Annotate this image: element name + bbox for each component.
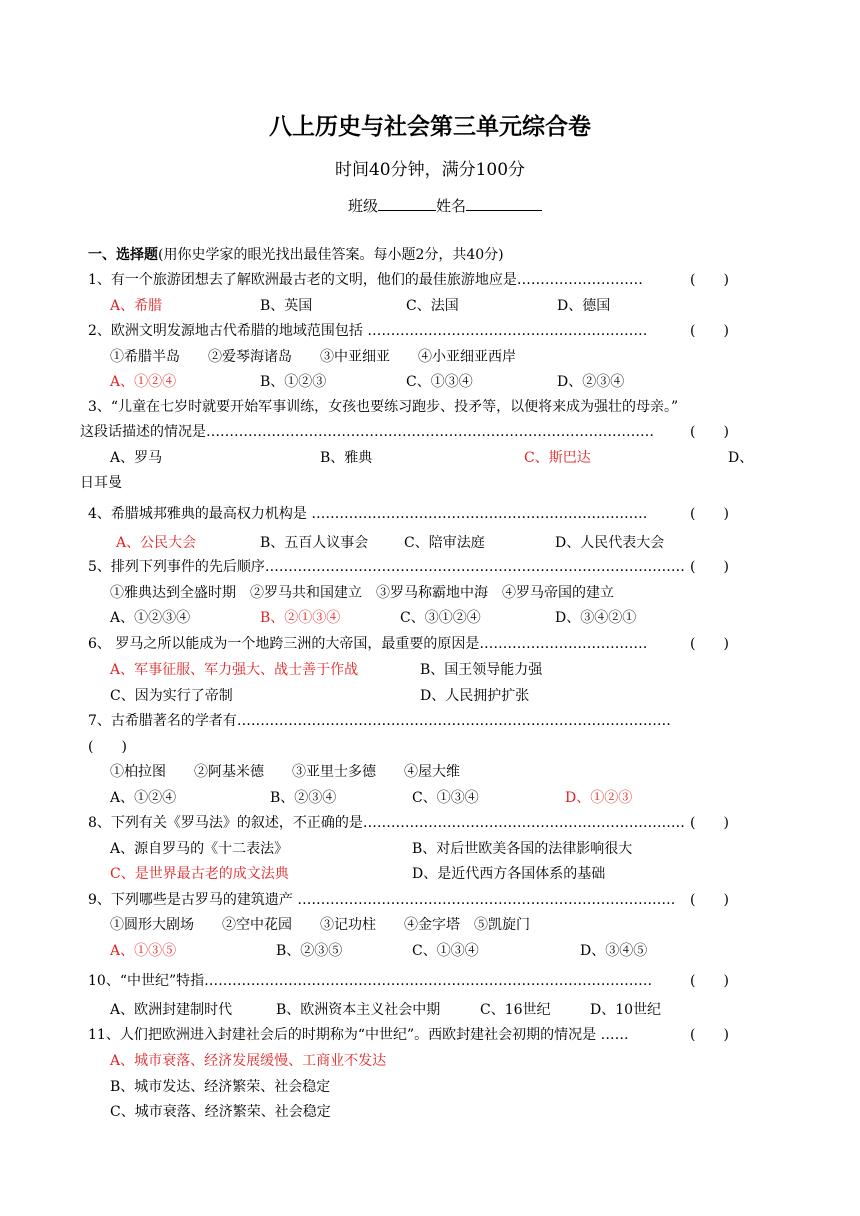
q10-option-b[interactable]: B、欧洲资本主义社会中期	[276, 1002, 441, 1018]
q3-option-d[interactable]: D、	[728, 450, 754, 466]
q2-option-d[interactable]: D、②③④	[557, 374, 625, 390]
answer-paren[interactable]: ( )	[690, 1027, 729, 1043]
q5-option-d[interactable]: D、③④②①	[555, 610, 637, 626]
q2-option-c[interactable]: C、①③④	[406, 374, 473, 390]
question-9-stem: 9、下列哪些是古罗马的建筑遗产 ………………………………………………………………………	[88, 892, 676, 908]
name-field[interactable]	[466, 194, 542, 211]
q10-option-d[interactable]: D、10世纪	[590, 1002, 662, 1018]
q8-option-a[interactable]: A、源自罗马的《十二表法》	[110, 841, 289, 857]
section-heading: 一、选择题	[88, 247, 158, 263]
q5-option-a[interactable]: A、①②③④	[110, 610, 191, 626]
question-1-stem: 1、有一个旅游团想去了解欧洲最古老的文明，他们的最佳旅游地应是………………………	[88, 272, 643, 288]
q4-option-c[interactable]: C、陪审法庭	[404, 535, 485, 551]
answer-paren[interactable]: ( )	[690, 559, 729, 575]
q6-option-c[interactable]: C、因为实行了帝制	[110, 688, 233, 704]
answer-paren[interactable]: ( )	[690, 636, 729, 652]
q11-option-a[interactable]: A、城市衰落、经济发展缓慢、工商业不发达	[110, 1053, 387, 1069]
page-subtitle: 时间40分钟，满分100分	[334, 160, 526, 180]
q1-option-d[interactable]: D、德国	[557, 298, 611, 314]
answer-paren[interactable]: ( )	[690, 272, 729, 288]
q11-option-b[interactable]: B、城市发达、经济繁荣、社会稳定	[110, 1079, 331, 1095]
answer-paren[interactable]: ( )	[690, 973, 729, 989]
q5-items: ①雅典达到全盛时期 ②罗马共和国建立 ③罗马称霸地中海 ④罗马帝国的建立	[110, 585, 614, 601]
q2-items: ①希腊半岛 ②爱琴海诸岛 ③中亚细亚 ④小亚细亚西岸	[110, 349, 516, 365]
class-label: 班级	[348, 197, 379, 215]
answer-paren[interactable]: ( )	[88, 739, 127, 755]
class-field[interactable]	[378, 194, 436, 211]
name-label: 姓名	[436, 197, 467, 215]
q8-option-d[interactable]: D、是近代西方各国体系的基础	[412, 866, 606, 882]
question-11-stem: 11、人们把欧洲进入封建社会后的时期称为“中世纪”。西欧封建社会初期的情况是 ……	[88, 1027, 629, 1043]
q7-option-b[interactable]: B、②③④	[270, 790, 337, 806]
q7-option-c[interactable]: C、①③④	[412, 790, 479, 806]
q1-option-c[interactable]: C、法国	[406, 298, 459, 314]
question-4-stem: 4、希腊城邦雅典的最高权力机构是 ………………………………………………………………	[88, 506, 648, 522]
section-instructions: (用你史学家的眼光找出最佳答案。每小题2分，共40分)	[158, 247, 504, 263]
q4-option-d[interactable]: D、人民代表大会	[555, 535, 665, 551]
q10-option-c[interactable]: C、16世纪	[480, 1002, 551, 1018]
section-heading-line	[88, 245, 504, 265]
page-title: 八上历史与社会第三单元综合卷	[269, 113, 591, 140]
q10-option-a[interactable]: A、欧洲封建制时代	[110, 1002, 233, 1018]
q11-option-c[interactable]: C、城市衰落、经济繁荣、社会稳定	[110, 1104, 331, 1120]
q1-option-a[interactable]: A、希腊	[110, 298, 163, 314]
q7-items: ①柏拉图 ②阿基米德 ③亚里士多德 ④屋大维	[110, 764, 460, 780]
question-3-stem-cont: 这段话描述的情况是……………………………………………………………………………………	[80, 424, 654, 440]
question-6-stem: 6、 罗马之所以能成为一个地跨三洲的大帝国，最重要的原因是………………………………	[88, 636, 648, 652]
q3-option-b[interactable]: B、雅典	[320, 450, 373, 466]
q4-option-a[interactable]: A、公民大会	[116, 535, 197, 551]
answer-paren[interactable]: ( )	[690, 892, 729, 908]
answer-paren[interactable]: ( )	[690, 323, 729, 339]
q3-option-c[interactable]: C、斯巴达	[524, 450, 591, 466]
question-8-stem: 8、下列有关《罗马法》的叙述，不正确的是……………………………………………………………	[88, 815, 685, 831]
q6-option-d[interactable]: D、人民拥护扩张	[420, 688, 530, 704]
q3-option-a[interactable]: A、罗马	[110, 450, 163, 466]
q9-option-a[interactable]: A、①③⑤	[110, 943, 177, 959]
student-info-line	[348, 194, 542, 216]
q4-option-b[interactable]: B、五百人议事会	[260, 535, 369, 551]
q7-option-a[interactable]: A、①②④	[110, 790, 177, 806]
answer-paren[interactable]: ( )	[690, 424, 729, 440]
q9-option-d[interactable]: D、③④⑤	[580, 943, 648, 959]
q6-option-b[interactable]: B、国王领导能力强	[420, 662, 543, 678]
q3-option-d-cont: 日耳曼	[80, 475, 122, 491]
q5-option-c[interactable]: C、③①②④	[400, 610, 481, 626]
q9-option-c[interactable]: C、①③④	[412, 943, 479, 959]
question-2-stem: 2、欧洲文明发源地古代希腊的地域范围包括 ……………………………………………………	[88, 323, 648, 339]
q7-option-d[interactable]: D、①②③	[565, 790, 633, 806]
q9-items: ①圆形大剧场 ②空中花园 ③记功柱 ④金字塔 ⑤凯旋门	[110, 917, 530, 933]
answer-paren[interactable]: ( )	[690, 506, 729, 522]
question-7-stem: 7、古希腊著名的学者有…………………………………………………………………………………	[88, 713, 671, 729]
question-10-stem: 10、“中世纪”特指……………………………………………………………………………………	[88, 973, 653, 989]
q1-option-b[interactable]: B、英国	[260, 298, 313, 314]
q6-option-a[interactable]: A、军事征服、军力强大、战士善于作战	[110, 662, 359, 678]
q2-option-a[interactable]: A、①②④	[110, 374, 177, 390]
question-5-stem: 5、排列下列事件的先后顺序………………………………………………………………………………	[88, 559, 685, 575]
q5-option-b[interactable]: B、②①③④	[260, 610, 341, 626]
question-3-stem: 3、“儿童在七岁时就要开始军事训练，女孩也要练习跑步、投矛等，以便将来成为强壮的母亲。”	[88, 399, 679, 415]
answer-paren[interactable]: ( )	[690, 815, 729, 831]
q8-option-c[interactable]: C、是世界最古老的成文法典	[110, 866, 289, 882]
q8-option-b[interactable]: B、对后世欧美各国的法律影响很大	[412, 841, 633, 857]
q9-option-b[interactable]: B、②③⑤	[276, 943, 343, 959]
q2-option-b[interactable]: B、①②③	[260, 374, 327, 390]
